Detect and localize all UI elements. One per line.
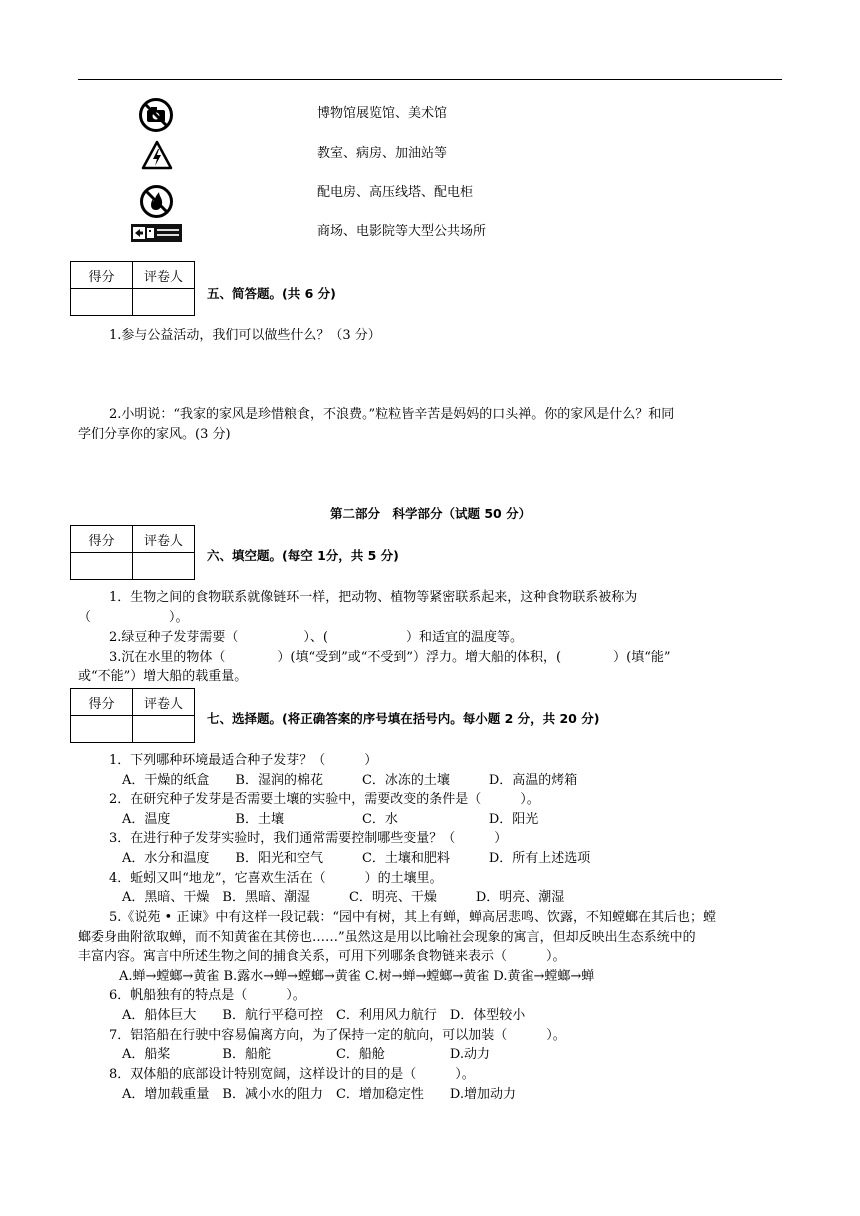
section5-title: 五、简答题。(共 6 分) [207,286,336,301]
q2-options: A．温度 B．土壤 C．水 D．阳光 [122,812,539,827]
score-label: 得分 [71,526,133,553]
grader-label: 评卷人 [133,526,195,553]
section6-title: 六、填空题。(每空 1分，共 5 分) [207,548,399,563]
q5-stem-line2: 螂委身曲附欲取蝉，而不知黄雀在其傍也……”虽然这是用以比喻社会现象的寓言，但却反映出生态系统中的 [78,930,696,945]
score-label: 得分 [71,262,133,289]
score-cell[interactable] [71,716,133,743]
score-table-section5 [70,261,195,316]
sign-text-public-places: 商场、电影院等大型公共场所 [317,224,487,239]
score-table-section6 [70,525,195,580]
grader-cell[interactable] [133,289,195,316]
q6-stem: 6．帆船独有的特点是（ ）。 [109,988,306,1003]
q3-options: A．水分和温度 B．阳光和空气 C．土壤和肥料 D．所有上述选项 [122,851,591,866]
sign-text-power-room: 配电房、高压线塔、配电柜 [317,185,474,200]
q8-stem: 8．双体船的底部设计特别宽阔，这样设计的目的是（ ）。 [109,1067,475,1082]
section5-q1: 1.参与公益活动，我们可以做些什么？（3 分） [109,328,381,343]
emergency-exit-sign-icon [131,224,182,246]
grader-label: 评卷人 [133,689,195,716]
q5-stem-line3: 丰富内容。寓言中所述生物之间的捕食关系，可用下列哪条食物链来表示（ ）。 [78,949,566,964]
q3-stem: 3．在进行种子发芽实验时，我们通常需要控制哪些变量？（ ） [109,831,508,846]
q1-stem: 1．下列哪种环境最适合种子发芽？（ ） [109,753,378,768]
section5-q2-line2: 学们分享你的家风。(3 分) [78,427,231,442]
q7-options: A．船桨 B．船舵 C．船舱 D.动力 [122,1047,490,1062]
no-fire-icon [139,184,174,223]
sign-text-classroom: 教室、病房、加油站等 [317,146,448,161]
section6-q2: 2.绿豆种子发芽需要（ ）、( ）和适宜的温度等。 [109,630,523,645]
q8-options: A．增加载重量 B．减小水的阻力 C．增加稳定性 D.增加动力 [122,1087,516,1102]
sign-text-museum: 博物馆展览馆、美术馆 [317,106,448,121]
grader-cell[interactable] [133,553,195,580]
section5-q2-line1: 2.小明说：“我家的家风是珍惜粮食，不浪费。”粒粒皆辛苦是妈妈的口头禅。你的家风是什么？和同 [109,407,675,422]
score-cell[interactable] [71,553,133,580]
q4-options: A．黑暗、干燥 B．黑暗、潮湿 C．明亮、干燥 D．明亮、潮湿 [122,890,565,905]
score-cell[interactable] [71,289,133,316]
part2-title: 第二部分 科学部分（试题 50 分） [330,506,532,521]
q4-stem: 4．蚯蚓又叫“地龙”，它喜欢生活在（ ）的土壤里。 [109,871,443,886]
section6-q1-line2: （ ）。 [78,610,189,625]
score-table-section7 [70,688,195,743]
q1-options: A．干燥的纸盒 B．湿润的棉花 C．冰冻的土壤 D．高温的烤箱 [122,773,578,788]
section6-q1-line1: 1．生物之间的食物联系就像链环一样，把动物、植物等紧密联系起来，这种食物联系被称为 [109,590,638,605]
grader-label: 评卷人 [133,262,195,289]
grader-cell[interactable] [133,716,195,743]
section6-q3-line1: 3.沉在水里的物体（ ）(填“受到”或“不受到”）浮力。增大船的体积，( ）(填“能” [109,650,671,665]
score-label: 得分 [71,689,133,716]
q7-stem: 7．铝箔船在行驶中容易偏离方向，为了保持一定的航向，可以加装（ ）。 [109,1028,566,1043]
q2-stem: 2．在研究种子发芽是否需要土壤的实验中，需要改变的条件是（ ）。 [109,792,540,807]
q6-options: A．船体巨大 B．航行平稳可控 C．利用风力航行 D．体型较小 [122,1008,526,1023]
q5-options: A.蝉→螳螂→黄雀 B.露水→蝉→螳螂→黄雀 C.树→蝉→螳螂→黄雀 D.黄雀→螳螂→蝉 [119,969,595,984]
section6-q3-line2: 或“不能”）增大船的载重量。 [78,669,248,684]
electric-shock-warning-icon [141,139,173,175]
section7-title: 七、选择题。(将正确答案的序号填在括号内。每小题 2 分，共 20 分) [207,711,600,726]
q5-stem-line1: 5.《说苑 • 正谏》中有这样一段记载：“园中有树，其上有蝉，蝉高居悲鸣、饮露，不知螳螂在其后也；螳 [109,910,716,925]
no-camera-icon [138,97,174,137]
header-rule [78,79,782,80]
